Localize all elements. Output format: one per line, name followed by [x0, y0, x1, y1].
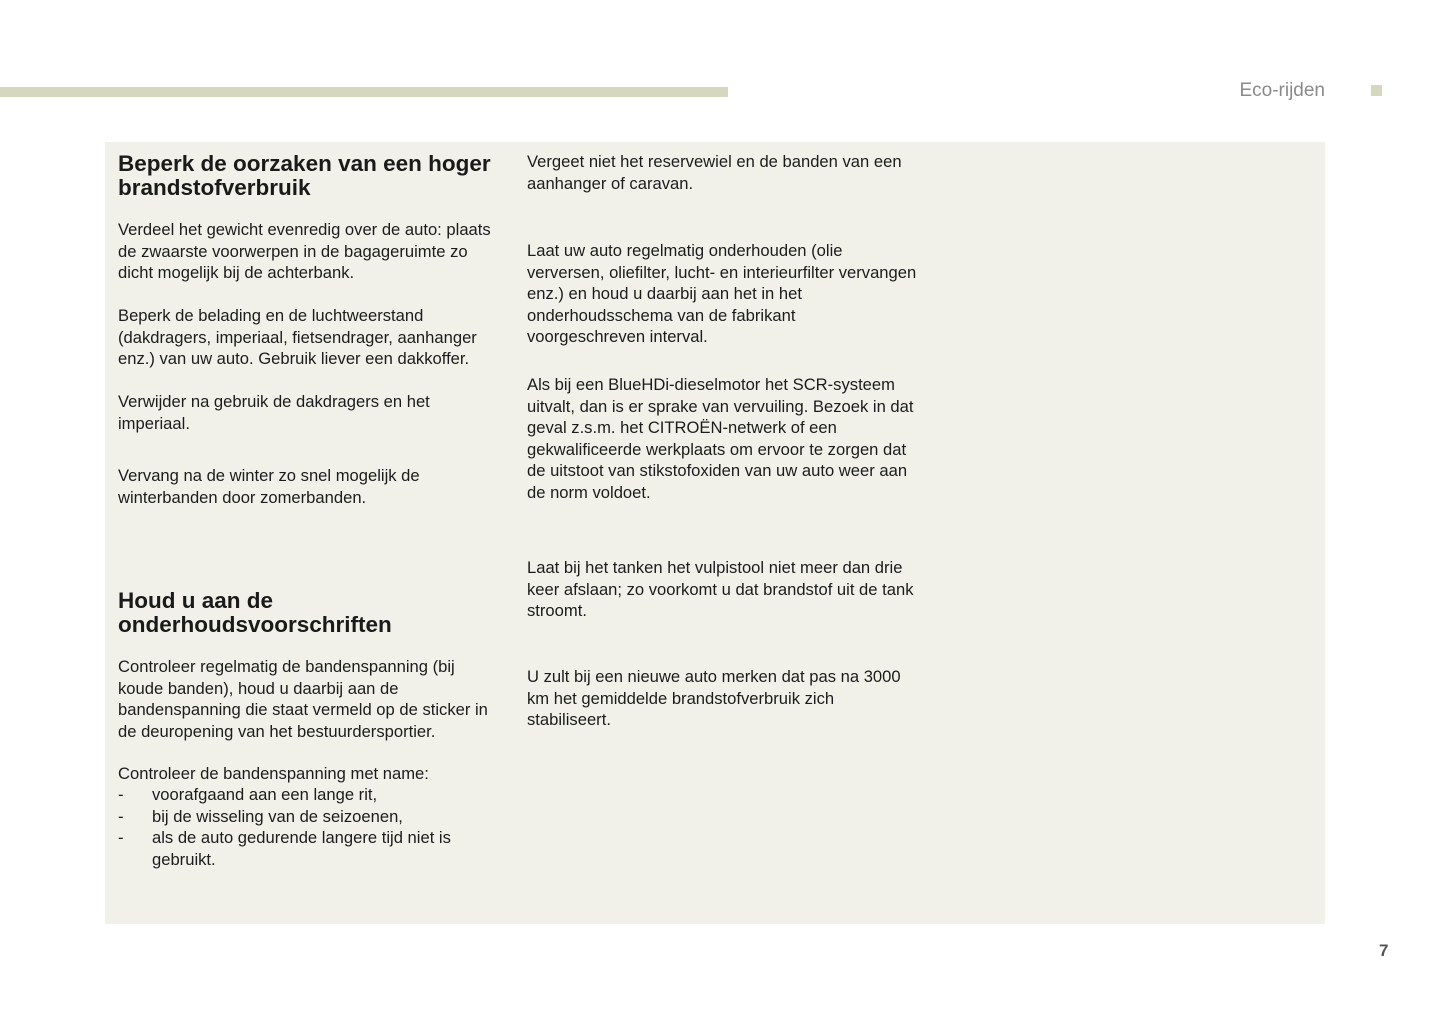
section-title: Eco-rijden: [1239, 80, 1325, 101]
pressure-check-list: [118, 784, 488, 870]
page-number: 7: [1379, 941, 1389, 960]
heading-maintenance: Houd u aan de onderhoudsvoorschriften: [118, 588, 392, 637]
paragraph-tyre-pressure: Controleer regelmatig de bandenspanning (bij koude banden), houd u daarbij aan de bandenspanning die staat vermeld op de sticker in de deuropening van het bestuurdersportier.: [118, 657, 488, 741]
paragraph-new-car-consumption: U zult bij een nieuwe auto merken dat pas na 3000 km het gemiddelde brandstofverbruik zich stabiliseert.: [527, 667, 901, 729]
list-item: - bij de wisseling van de seizoenen,: [118, 806, 488, 828]
paragraph-check-pressure: Controleer de bandenspanning met name:: [118, 764, 429, 783]
paragraph-load-resistance: Beperk de belading en de luchtweerstand (dakdragers, imperiaal, fietsendrager, aanhanger enz.) van uw auto. Gebruik liever een dakkoffer.: [118, 306, 477, 368]
list-item: - voorafgaand aan een lange rit,: [118, 784, 488, 806]
paragraph-spare-wheel: Vergeet niet het reservewiel en de banden van een aanhanger of caravan.: [527, 152, 902, 193]
header-accent-bar: [0, 87, 728, 97]
paragraph-weight-distribution: Verdeel het gewicht evenredig over de auto: plaats de zwaarste voorwerpen in de bagageruimte zo dicht mogelijk bij de achterbank.: [118, 220, 491, 282]
section-marker: [1371, 85, 1382, 96]
paragraph-fuel-nozzle: Laat bij het tanken het vulpistool niet meer dan drie keer afslaan; zo voorkomt u dat brandstof uit de tank stroomt.: [527, 558, 914, 620]
list-item: - als de auto gedurende langere tijd niet is gebruikt.: [118, 827, 488, 870]
heading-reduce-consumption: Beperk de oorzaken van een hoger brandstofverbruik: [118, 151, 491, 200]
paragraph-winter-tyres: Vervang na de winter zo snel mogelijk de winterbanden door zomerbanden.: [118, 466, 420, 507]
paragraph-regular-service: Laat uw auto regelmatig onderhouden (olie verversen, oliefilter, lucht- en interieurfilter vervangen enz.) en houd u daarbij aan het in het onderhoudsschema van de fabrikant voorgeschreven interval.: [527, 241, 917, 346]
paragraph-remove-roof-racks: Verwijder na gebruik de dakdragers en het imperiaal.: [118, 392, 430, 433]
paragraph-scr-system: Als bij een BlueHDi-dieselmotor het SCR-systeem uitvalt, dan is er sprake van vervuiling. Bezoek in dat geval z.s.m. het CITROËN-netwerk of een gekwalificeerde werkplaats om ervoor te zorgen dat de uitstoot van stikstofoxiden van uw auto weer aan de norm voldoet.: [527, 375, 914, 502]
